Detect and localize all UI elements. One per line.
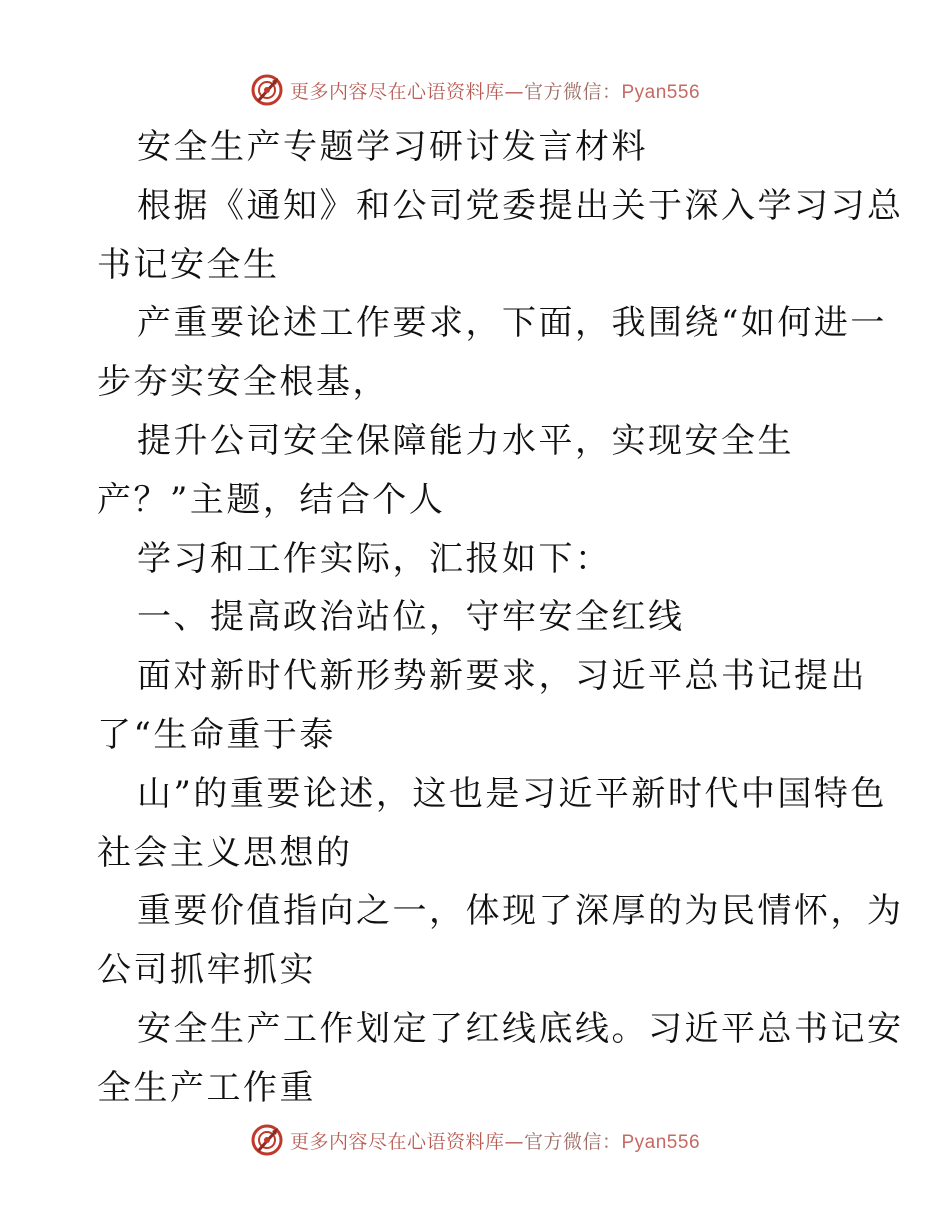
header-wechat-id: Pyan556 <box>621 81 701 103</box>
logo-icon <box>250 73 284 107</box>
logo-icon <box>250 1123 284 1157</box>
header-promo: 更多内容尽在心语资料库 <box>289 80 505 103</box>
paragraph-line: 全生产工作重 <box>97 1067 316 1108</box>
footer-wechat-id: Pyan556 <box>621 1131 701 1153</box>
footer-promo-text <box>290 1127 700 1154</box>
document-title: 安全生产专题学习研讨发言材料 <box>137 127 648 167</box>
document-body <box>97 118 904 1118</box>
paragraph-line: 社会主义思想的 <box>97 832 353 873</box>
paragraph-line: 安全生产工作划定了红线底线。习近平总书记安 <box>137 1008 904 1049</box>
paragraph-line: 书记安全生 <box>97 244 280 285</box>
paragraph-line: 根据《通知》和公司党委提出关于深入学习习总 <box>137 185 904 226</box>
paragraph-line: 了“生命重于泰 <box>97 714 336 755</box>
paragraph-line: 提升公司安全保障能力水平，实现安全生 <box>137 420 794 461</box>
paragraph-line: 学习和工作实际，汇报如下： <box>137 538 612 579</box>
paragraph-line: 产重要论述工作要求，下面，我围绕“如何进一 <box>137 303 887 344</box>
paragraph-line: 重要价值指向之一，体现了深厚的为民情怀，为 <box>137 891 904 932</box>
paragraph-line: 面对新时代新形势新要求，习近平总书记提出 <box>137 656 867 697</box>
section-heading: 一、提高政治站位，守牢安全红线 <box>137 597 685 638</box>
paragraph-line: 产？”主题，结合个人 <box>97 479 446 520</box>
paragraph-line: 步夯实安全根基， <box>97 362 389 403</box>
footer-promo: 更多内容尽在心语资料库 <box>289 1130 505 1153</box>
header-separator: — <box>504 80 524 103</box>
paragraph-line: 公司抓牢抓实 <box>97 950 316 991</box>
footer-banner <box>0 1120 950 1160</box>
paragraph-line: 山”的重要论述，这也是习近平新时代中国特色 <box>137 773 887 814</box>
header-banner <box>0 70 950 110</box>
header-wechat-label: 官方微信： <box>523 80 622 103</box>
footer-separator: — <box>504 1130 524 1153</box>
footer-wechat-label: 官方微信： <box>523 1130 622 1153</box>
header-promo-text <box>290 77 700 104</box>
